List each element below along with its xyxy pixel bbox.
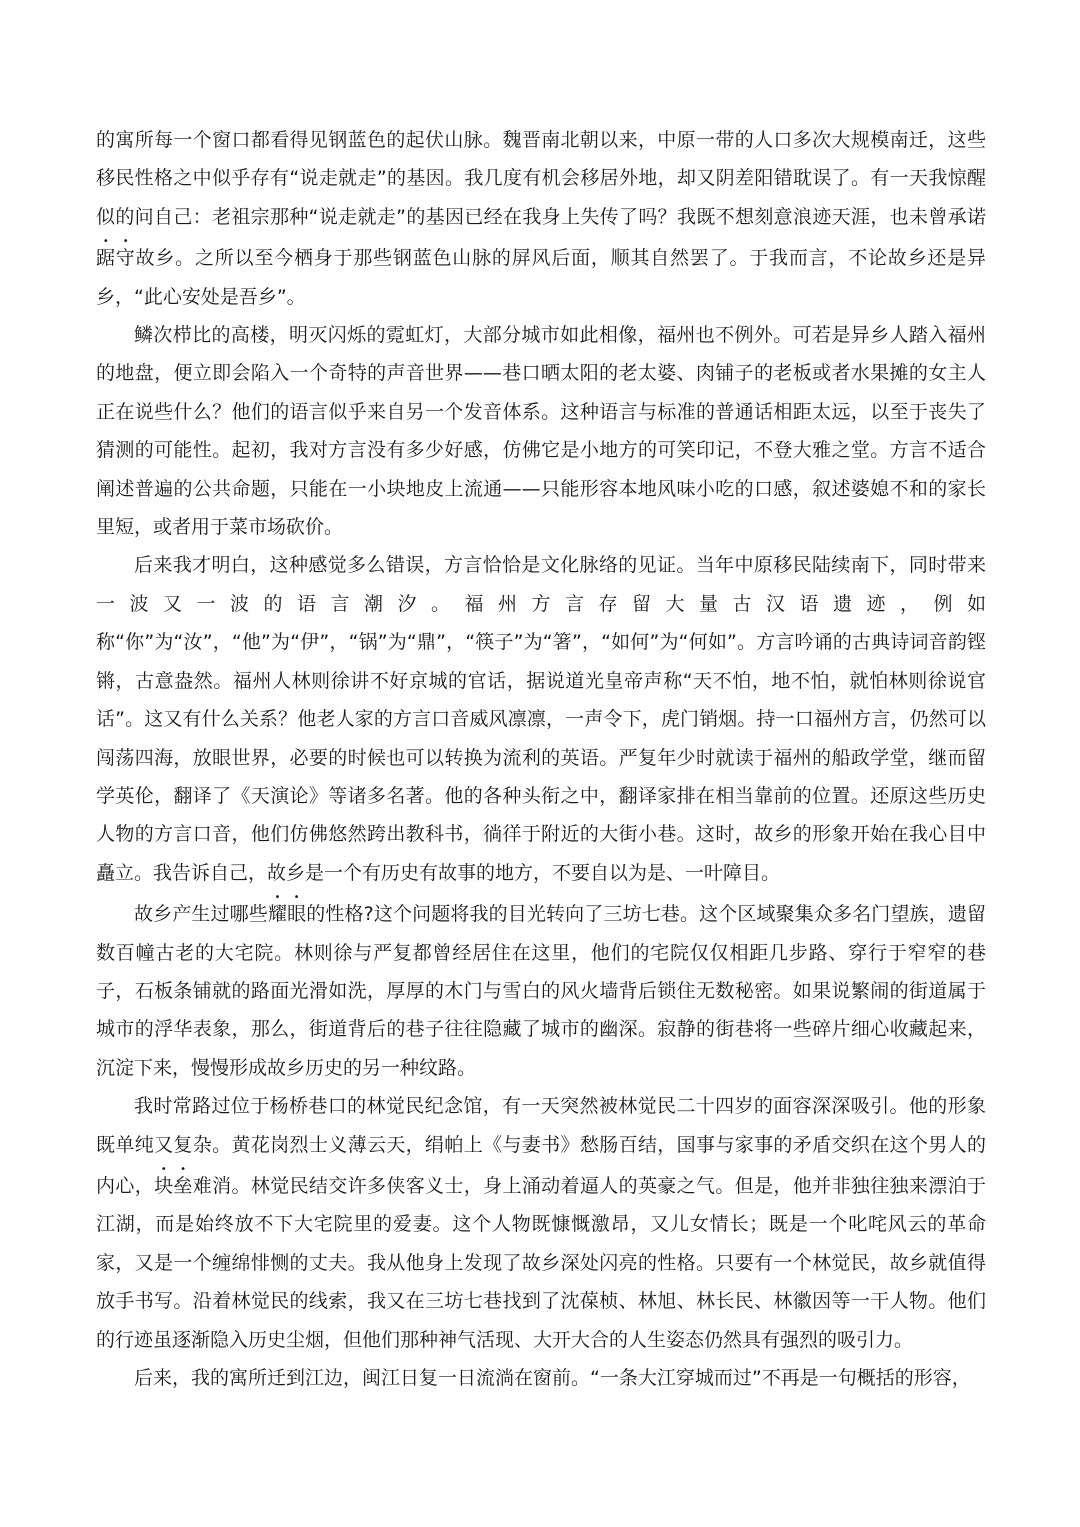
text-segment: 后来，我的寓所迁到江边，闽江日复一日流淌在窗前。“一条大江穿城而过”不再是一句概括的形容，: [134, 1367, 971, 1389]
text-segment: 故乡。之所以至今栖身于那些钢蓝色山脉的屏风后面，顺其自然罢了。于我而言，不论故乡还是异乡，“此心安处是吾乡”。: [96, 247, 986, 308]
emphasized-term: 踞守: [96, 247, 136, 270]
text-segment: 故乡产生过哪些: [134, 903, 268, 926]
text-segment: 的性格?这个问题将我的目光转向了三坊七巷。这个区域聚集众多名门望族，遗留数百幢古老的大宅院。林则徐与严复都曾经居住在这里，他们的宅院仅仅相距几步路、穿行于窄窄的巷子，石板条铺就的路面光滑如洗，厚厚的木门与雪白的风火墙背后锁住无数秘密。如果说繁闹的街道属于城市的浮华表象，那么，街道背后的巷子往往隐藏了城市的幽深。寂静的街巷将一些碎片细心收藏起来，沉淀下来，慢慢形成故乡历史的另一种纹路。: [96, 903, 986, 1079]
text-segment: 我时常路过位于杨桥巷口的林觉民纪念馆，有一天突然被林觉民二十四岁的面容深深吸引。他的形象既单纯又复杂。黄花岗烈士义薄云天，绢帕上《与妻书》愁肠百结，国事与家事的矛盾交织在这个男人的内心，: [96, 1095, 986, 1197]
text-segment: 后来我才明白，这种感觉多么错误，方言恰恰是文化脉络的见证。当年中原移民陆续南下，同时带来一波又一波的语言潮汐。福州方言存留大量古汉语遗迹，例如称“你”为“汝”，“他”为“伊”，“锅”为“鼎”，“筷子”为“箸”，“如何”为“何如”。方言吟诵的古典诗词音韵铿锵，古意盎然。福州人林则徐讲不好京城的官话，据说道光皇帝声称“天不怕，地不怕，就怕林则徐说官话”。这又有什么关系？他老人家的方言口音威风凛凛，一声令下，虎门销烟。持一口福州方言，仍然可以闯荡四海，放眼世界，必要的时候也可以转换为流利的英语。严复年少时就读于福州的船政学堂，继而留学英伦，翻译了《天演论》等诸多名著。他的各种头衔之中，翻译家排在相当靠前的位置。还原这些历史人物的方言口音，他们仿佛悠然跨出教科书，徜徉于附近的大街小巷。这时，故乡的形象开始在我心目中矗立。我告诉自己，故乡是一个有历史有故事的地方，不要自以为是、一叶障目。: [96, 554, 986, 884]
text-segment: 鳞次栉比的高楼，明灭闪烁的霓虹灯，大部分城市如此相像，福州也不例外。可若是异乡人踏入福州的地盘，便立即会陷入一个奇特的声音世界——巷口晒太阳的老太婆、肉铺子的老板或者水果摊的女主人正在说些什么？他们的语言似乎来自另一个发音体系。这种语言与标准的普通话相距太远，以至于丧失了猜测的可能性。起初，我对方言没有多少好感，仿佛它是小地方的可笑印记，不登大雅之堂。方言不适合阐述普遍的公共命题，只能在一小块地皮上流通——只能形容本地风味小吃的口感，叙述婆媳不和的家长里短，或者用于菜市场砍价。: [96, 324, 986, 539]
paragraph: [96, 1087, 986, 1359]
paragraph: [96, 892, 986, 1087]
paragraph: [96, 1359, 986, 1397]
emphasized-term: 块垒: [154, 1174, 193, 1197]
paragraph: [96, 546, 986, 892]
emphasized-term: 耀眼: [267, 903, 307, 926]
text-segment: 的寓所每一个窗口都看得见钢蓝色的起伏山脉。魏晋南北朝以来，中原一带的人口多次大规模南迁，这些移民性格之中似乎存有“说走就走”的基因。我几度有机会移居外地，却又阴差阳错耽误了。有一天我惊醒似的问自己：老祖宗那种“说走就走”的基因已经在我身上失传了吗？我既不想刻意浪迹天涯，也未曾承诺: [96, 129, 986, 228]
paragraph: [96, 121, 986, 316]
document-page: [96, 121, 986, 1397]
text-segment: 难消。林觉民结交许多侠客义士，身上涌动着逼人的英豪之气。但是，他并非独往独来漂泊于江湖，而是始终放不下大宅院里的爱妻。这个人物既慷慨激昂，又儿女情长；既是一个叱咤风云的革命家，又是一个缠绵悱恻的丈夫。我从他身上发现了故乡深处闪亮的性格。只要有一个林觉民，故乡就值得放手书写。沿着林觉民的线索，我又在三坊七巷找到了沈葆桢、林旭、林长民、林徽因等一干人物。他们的行迹虽逐渐隐入历史尘烟，但他们那种神气活现、大开大合的人生姿态仍然具有强烈的吸引力。: [96, 1174, 986, 1351]
paragraph: [96, 316, 986, 546]
